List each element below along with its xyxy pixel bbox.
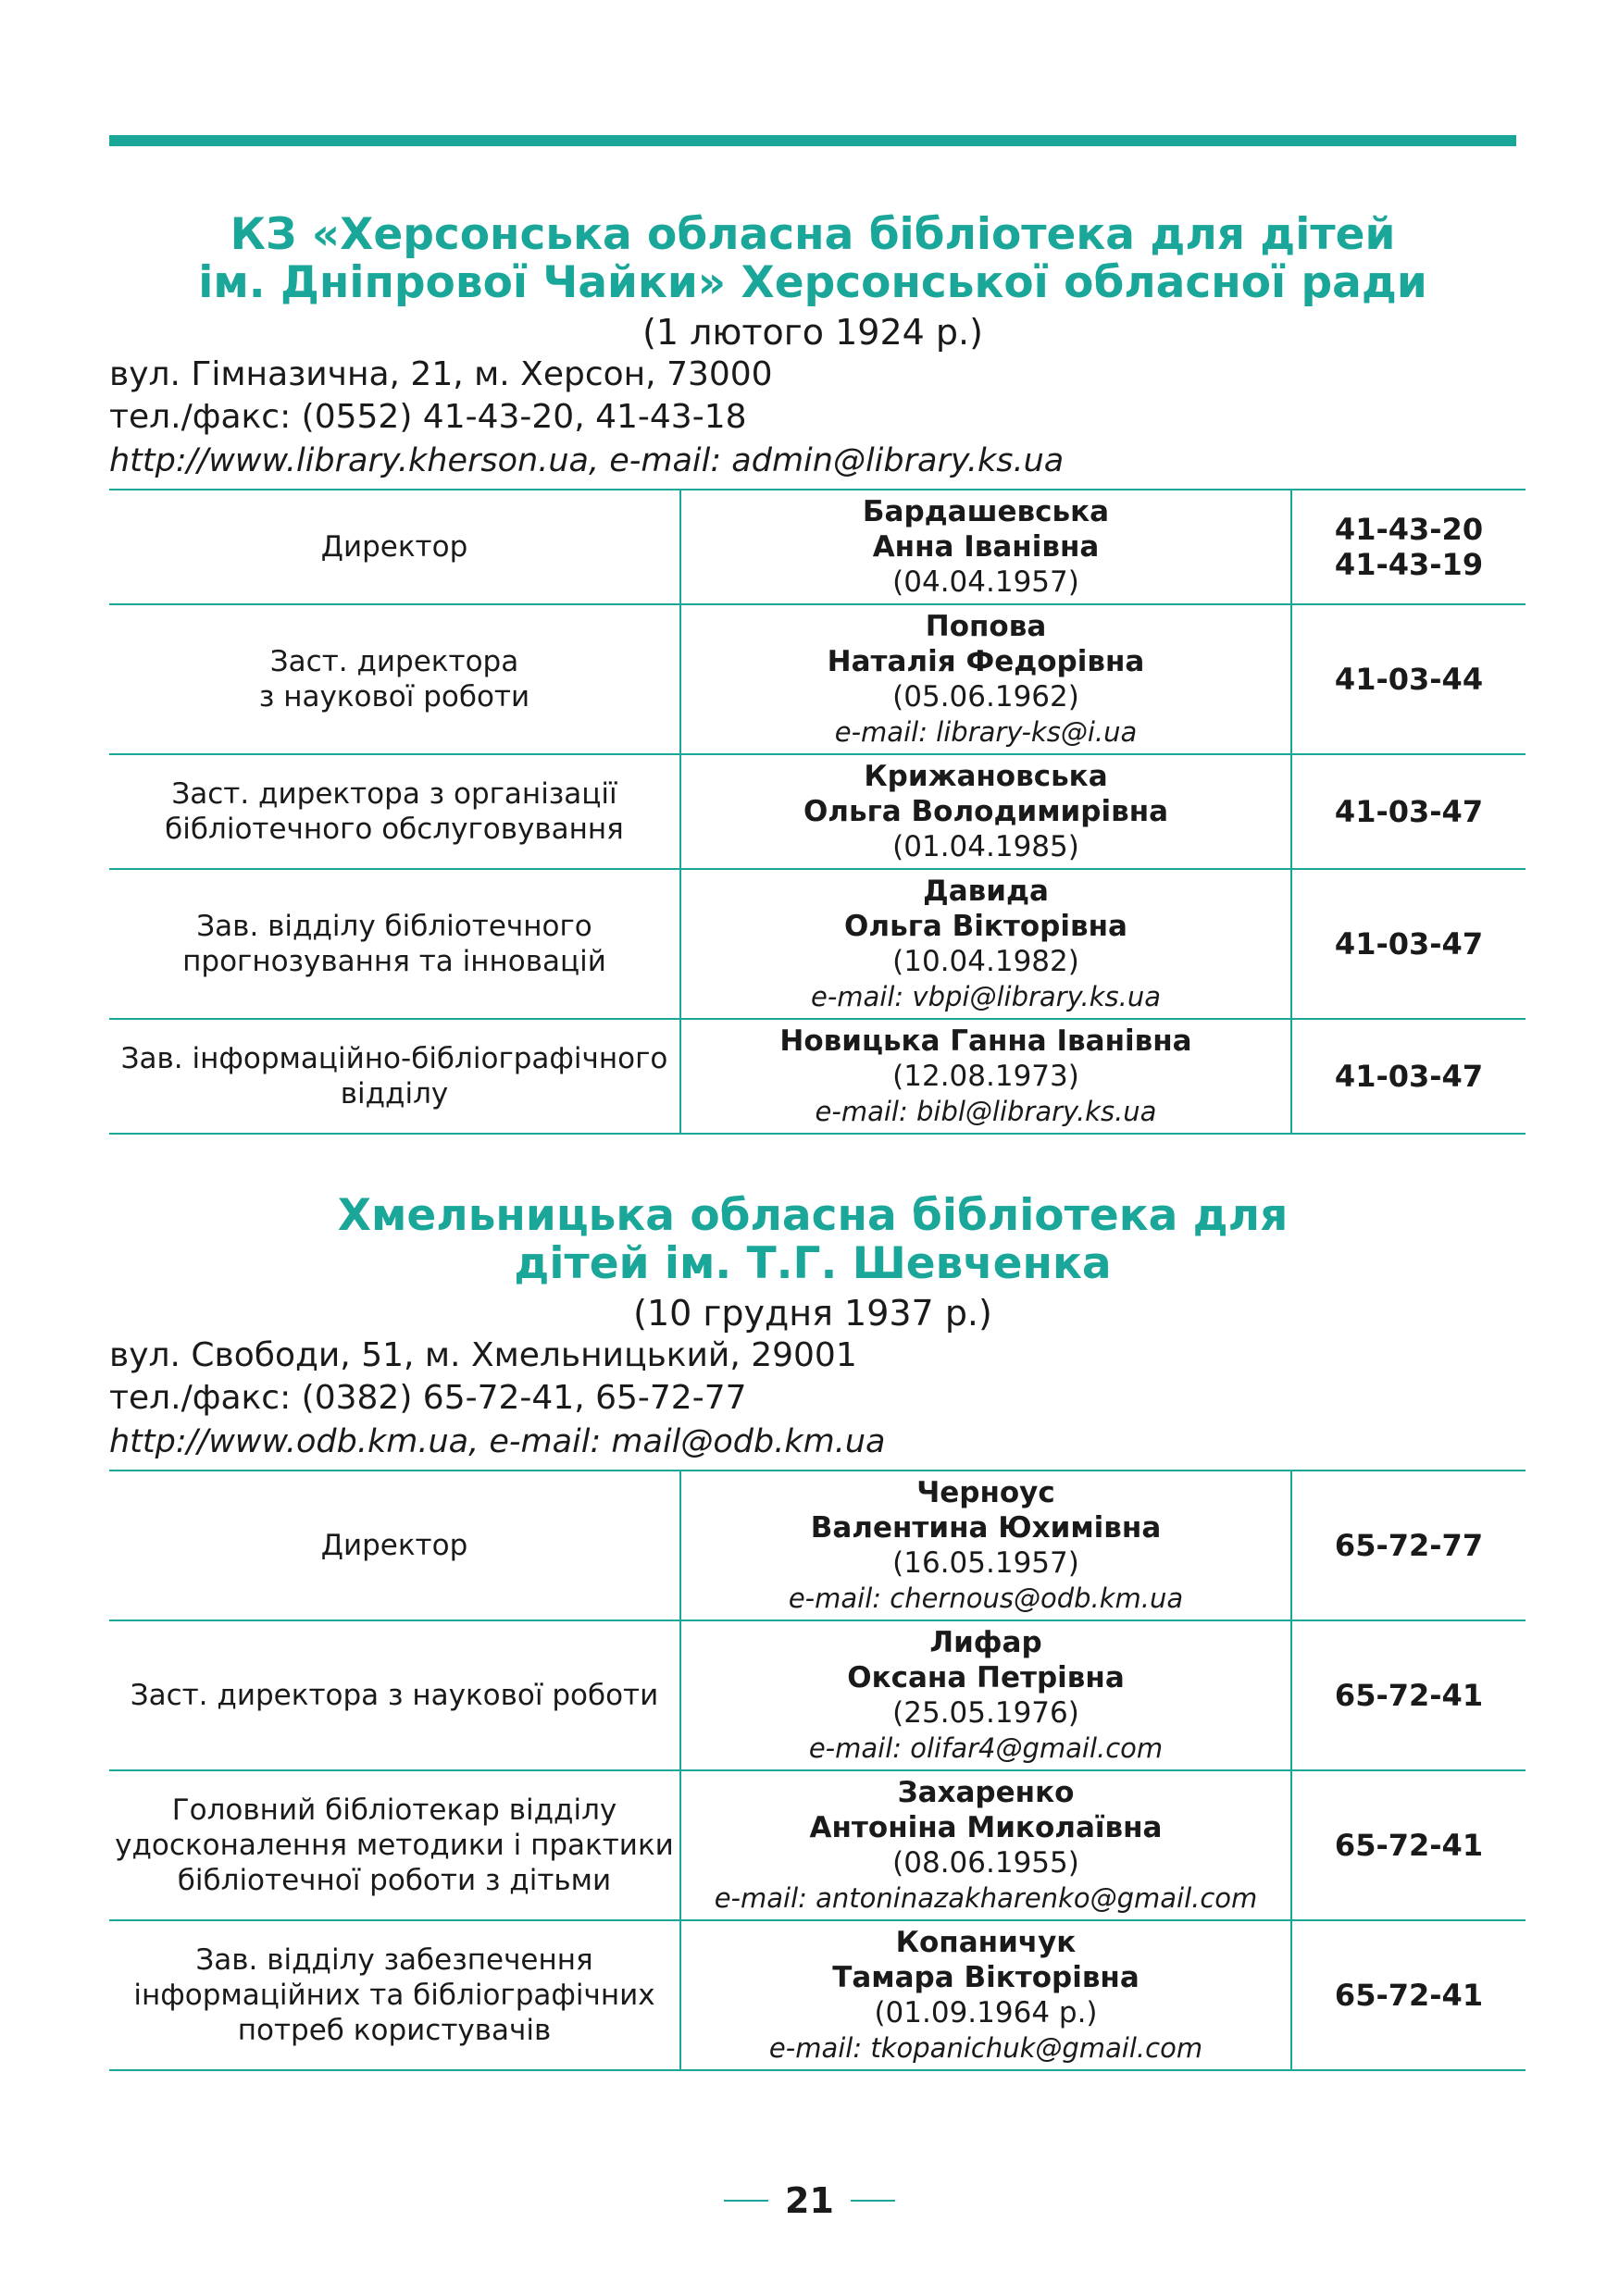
library-section-kherson	[109, 211, 1516, 1135]
person-email: e-mail: bibl@library.ks.ua	[815, 1096, 1157, 1127]
position-cell	[109, 1620, 680, 1770]
position-line: прогнозування та інновацій	[182, 945, 606, 978]
person-name: Давида	[923, 875, 1049, 908]
birth-date: (12.08.1973)	[892, 1060, 1079, 1093]
person-email: e-mail: olifar4@gmail.com	[808, 1732, 1164, 1764]
person-name: Черноус	[916, 1476, 1055, 1509]
person-cell	[680, 604, 1291, 754]
birth-date: (05.06.1962)	[892, 680, 1079, 714]
phone-number: 41-03-47	[1334, 1059, 1484, 1094]
person-name: Валентина Юхимівна	[810, 1511, 1162, 1545]
person-name: Ольга Володимирівна	[803, 795, 1169, 828]
person-name: Ольга Вікторівна	[844, 910, 1127, 943]
phone-fax: тел./факс: (0552) 41-43-20, 41-43-18	[109, 398, 747, 436]
position-line: удосконалення методики і практики	[115, 1829, 674, 1862]
phone-number: 41-03-47	[1334, 794, 1484, 829]
person-name: Антоніна Миколаївна	[809, 1811, 1163, 1844]
position-line: Директор	[320, 1529, 468, 1562]
position-cell	[109, 1770, 680, 1920]
birth-date: (01.04.1985)	[892, 830, 1079, 863]
staff-row	[109, 1770, 1526, 1920]
staff-row	[109, 869, 1526, 1019]
web-contacts: http://www.odb.km.ua, e-mail: mail@odb.km.ua	[109, 1423, 886, 1460]
birth-date: (08.06.1955)	[892, 1846, 1079, 1880]
position-cell	[109, 754, 680, 869]
web-contacts: http://www.library.kherson.ua, e-mail: admin@library.ks.ua	[109, 442, 1065, 479]
position-line: бібліотечної роботи з дітьми	[177, 1864, 612, 1897]
phone-number: 41-03-44	[1334, 662, 1484, 697]
person-cell	[680, 754, 1291, 869]
position-cell	[109, 604, 680, 754]
phone-cell	[1291, 869, 1526, 1019]
position-line: Директор	[320, 530, 468, 564]
position-cell	[109, 1471, 680, 1620]
phone-number: 65-72-77	[1334, 1528, 1484, 1563]
phone-cell	[1291, 1620, 1526, 1770]
person-cell	[680, 1019, 1291, 1134]
founded-date: (1 лютого 1924 р.)	[642, 312, 983, 353]
library-title-line: дітей ім. Т.Г. Шевченка	[514, 1238, 1112, 1289]
position-cell	[109, 1019, 680, 1134]
birth-date: (25.05.1976)	[892, 1696, 1079, 1730]
position-line: Зав. відділу бібліотечного	[196, 910, 592, 943]
person-cell	[680, 1471, 1291, 1620]
position-cell	[109, 869, 680, 1019]
position-line: Заст. директора	[269, 645, 519, 678]
phone-cell	[1291, 1471, 1526, 1620]
position-line: Заст. директора з організації	[171, 777, 617, 811]
person-cell	[680, 1920, 1291, 2070]
staff-row	[109, 604, 1526, 754]
person-name: Анна Іванівна	[872, 530, 1100, 564]
position-line: інформаційних та бібліографічних	[133, 1979, 655, 2012]
address: вул. Свободи, 51, м. Хмельницький, 29001	[109, 1336, 857, 1374]
position-line: Зав. відділу забезпечення	[195, 1943, 593, 1977]
position-cell	[109, 490, 680, 604]
person-email: e-mail: antoninazakharenko@gmail.com	[714, 1882, 1258, 1914]
birth-date: (04.04.1957)	[892, 565, 1079, 599]
library-section-khmelnytskyi	[109, 1192, 1516, 2071]
birth-date: (10.04.1982)	[892, 945, 1079, 978]
staff-row	[109, 1620, 1526, 1770]
phone-number: 65-72-41	[1334, 1828, 1484, 1863]
page-footer	[0, 2180, 1619, 2221]
person-name: Крижановська	[864, 760, 1108, 793]
staff-table	[109, 1470, 1526, 2071]
phone-number: 65-72-41	[1334, 1978, 1484, 2013]
person-name: Оксана Петрівна	[847, 1661, 1125, 1694]
position-line: Зав. інформаційно-бібліографічного	[120, 1042, 668, 1075]
position-line: відділу	[340, 1077, 449, 1111]
library-title	[109, 1192, 1516, 1288]
person-name: Лифар	[929, 1626, 1042, 1659]
page-number: 21	[785, 2180, 834, 2221]
footer-dash	[724, 2200, 768, 2202]
staff-table-body	[109, 490, 1526, 1134]
phone-fax: тел./факс: (0382) 65-72-41, 65-72-77	[109, 1379, 747, 1417]
phone-cell	[1291, 1019, 1526, 1134]
phone-number: 65-72-41	[1334, 1678, 1484, 1713]
staff-row	[109, 1920, 1526, 2070]
person-cell	[680, 490, 1291, 604]
library-title-line: ім. Дніпрової Чайки» Херсонської обласної ради	[198, 257, 1427, 308]
person-email: e-mail: tkopanichuk@gmail.com	[768, 2032, 1203, 2064]
person-email: e-mail: vbpi@library.ks.ua	[810, 981, 1161, 1012]
address: вул. Гімназична, 21, м. Херсон, 73000	[109, 355, 773, 393]
phone-cell	[1291, 604, 1526, 754]
person-cell	[680, 869, 1291, 1019]
founded-date: (10 грудня 1937 р.)	[633, 1293, 992, 1334]
person-name: Бардашевська	[862, 495, 1110, 528]
library-title-line: КЗ «Херсонська обласна бібліотека для дітей	[230, 209, 1396, 260]
position-line: Заст. директора з наукової роботи	[130, 1679, 659, 1712]
phone-cell	[1291, 754, 1526, 869]
person-name: Попова	[925, 610, 1047, 643]
birth-date: (16.05.1957)	[892, 1546, 1079, 1580]
footer-dash	[851, 2200, 895, 2202]
person-name: Тамара Вікторівна	[832, 1961, 1140, 1994]
position-cell	[109, 1920, 680, 2070]
person-name: Захаренко	[897, 1776, 1075, 1809]
phone-cell	[1291, 1770, 1526, 1920]
phone-cell	[1291, 490, 1526, 604]
person-email: e-mail: library-ks@i.ua	[834, 716, 1138, 748]
person-name: Копаничук	[895, 1926, 1077, 1959]
position-line: Головний бібліотекар відділу	[171, 1793, 617, 1827]
position-line: бібліотечного обслуговування	[165, 813, 624, 846]
staff-table	[109, 489, 1526, 1135]
library-title	[109, 211, 1516, 307]
person-name: Наталія Федорівна	[827, 645, 1145, 678]
phone-number: 41-43-19	[1334, 547, 1484, 582]
person-cell	[680, 1620, 1291, 1770]
staff-row	[109, 754, 1526, 869]
staff-table-body	[109, 1471, 1526, 2070]
person-name: Новицька Ганна Іванівна	[779, 1024, 1192, 1058]
library-title-line: Хмельницька обласна бібліотека для	[337, 1190, 1289, 1241]
phone-cell	[1291, 1920, 1526, 2070]
person-email: e-mail: chernous@odb.km.ua	[788, 1582, 1184, 1614]
position-line: з наукової роботи	[258, 680, 530, 714]
staff-row	[109, 490, 1526, 604]
position-line: потреб користувачів	[237, 2014, 552, 2047]
person-cell	[680, 1770, 1291, 1920]
staff-row	[109, 1019, 1526, 1134]
staff-row	[109, 1471, 1526, 1620]
phone-number: 41-43-20	[1334, 512, 1484, 547]
birth-date: (01.09.1964 р.)	[874, 1996, 1098, 2029]
phone-number: 41-03-47	[1334, 926, 1484, 962]
top-rule	[109, 135, 1516, 146]
